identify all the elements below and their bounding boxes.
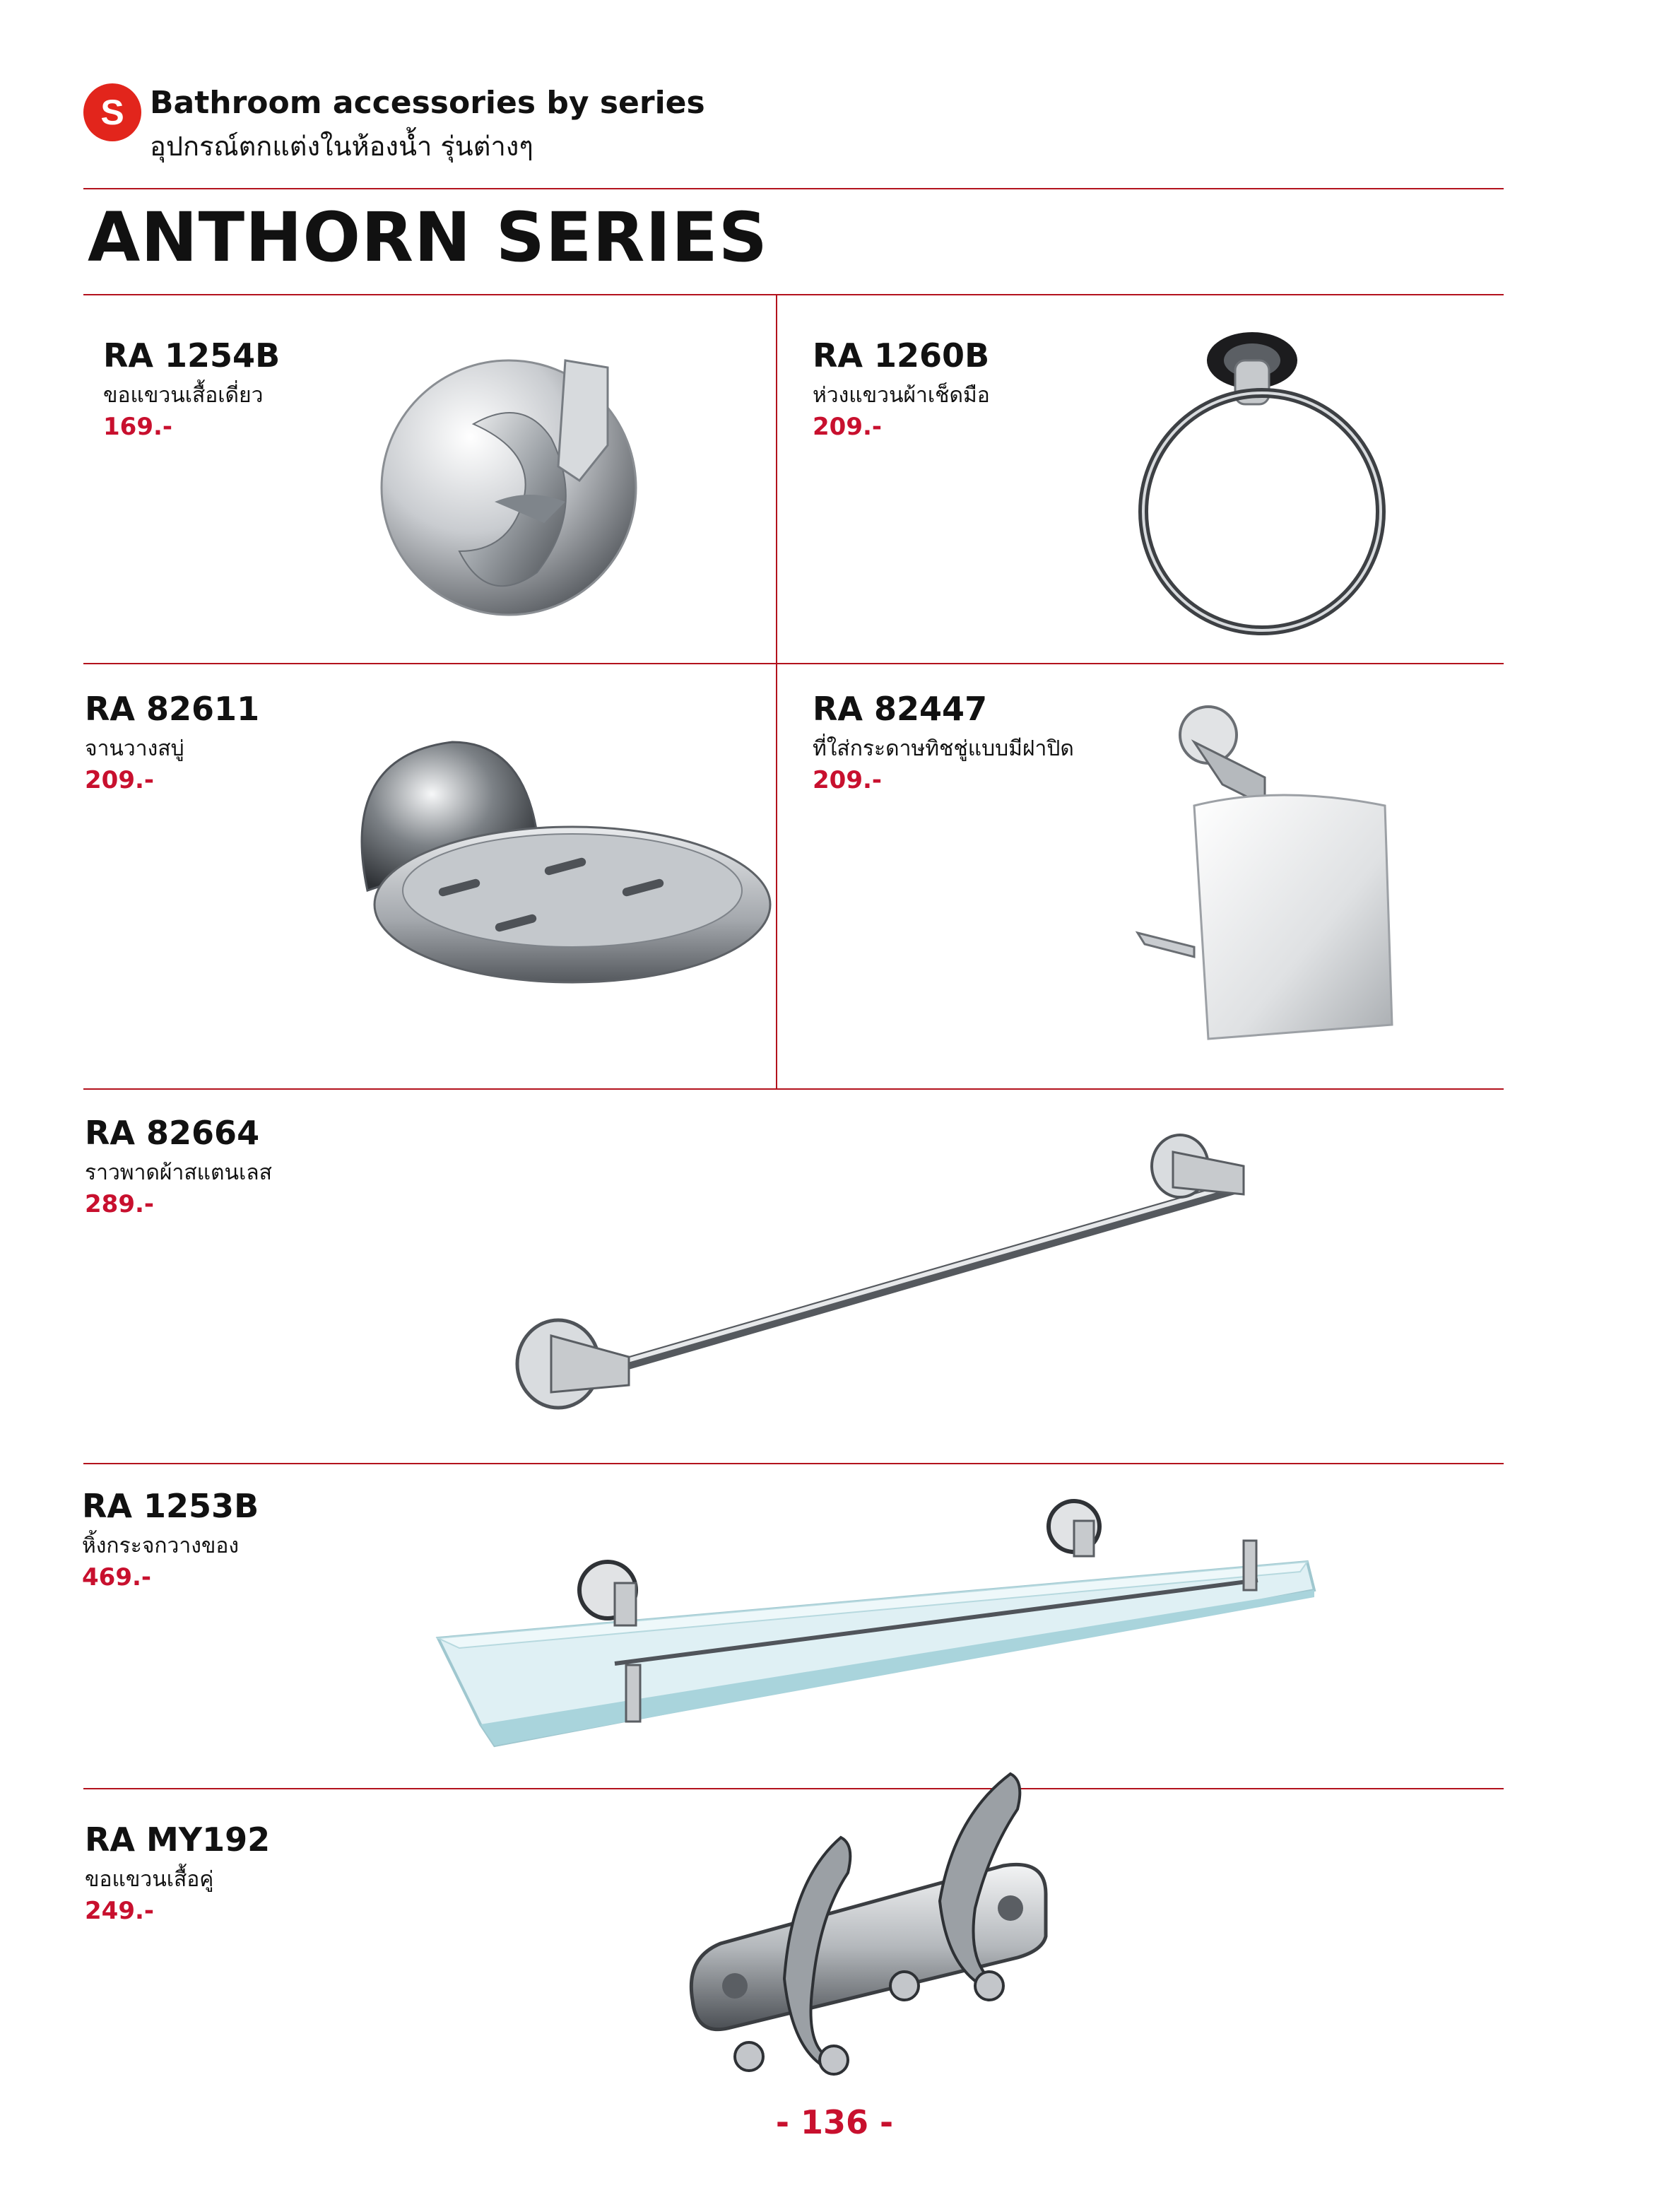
product-name: ราวพาดผ้าสแตนเลส (85, 1160, 272, 1185)
product-price: 209.- (813, 413, 882, 441)
divider (83, 1088, 1504, 1090)
page-number: - 136 - (775, 2103, 894, 2141)
product-name: ขอแขวนเสื้อเดี่ยว (103, 383, 264, 408)
section-badge: S (83, 83, 141, 141)
product-code: RA 82664 (85, 1114, 260, 1152)
product-code: RA 82611 (85, 690, 260, 728)
product-code: RA 1254B (103, 336, 281, 375)
series-title: ANTHORN SERIES (88, 198, 768, 277)
product-price: 469.- (82, 1563, 151, 1592)
double-robe-hook-icon (678, 1774, 1102, 2078)
glass-shelf-icon (438, 1484, 1314, 1767)
product-code: RA MY192 (85, 1820, 271, 1859)
divider (83, 1463, 1504, 1464)
product-code: RA 1253B (82, 1487, 259, 1525)
towel-bar-icon (495, 1124, 1272, 1420)
divider (83, 663, 1504, 664)
towel-ring-icon (1131, 332, 1399, 629)
divider (83, 294, 1504, 295)
section-title: Bathroom accessories by series (150, 85, 705, 121)
product-name: ขอแขวนเสื้อคู่ (85, 1867, 214, 1892)
product-price: 209.- (813, 766, 882, 794)
product-name: จานวางสบู่ (85, 736, 184, 761)
product-price: 209.- (85, 766, 154, 794)
product-price: 289.- (85, 1190, 154, 1218)
section-subtitle: อุปกรณ์ตกแต่งในห้องน้ำ รุ่นต่างๆ (150, 131, 533, 162)
product-code: RA 1260B (813, 336, 990, 375)
divider (83, 188, 1504, 189)
soap-dish-icon (311, 714, 777, 996)
product-name: ที่ใส่กระดาษทิชชู่แบบมีฝาปิด (813, 736, 1074, 761)
product-code: RA 82447 (813, 690, 988, 728)
product-name: หิ้งกระจกวางของ (82, 1534, 240, 1558)
product-name: ห่วงแขวนผ้าเช็ดมือ (813, 383, 990, 408)
single-robe-hook-icon (375, 339, 643, 636)
toilet-paper-holder-icon (1124, 700, 1392, 1046)
product-price: 249.- (85, 1897, 154, 1925)
product-price: 169.- (103, 413, 172, 441)
